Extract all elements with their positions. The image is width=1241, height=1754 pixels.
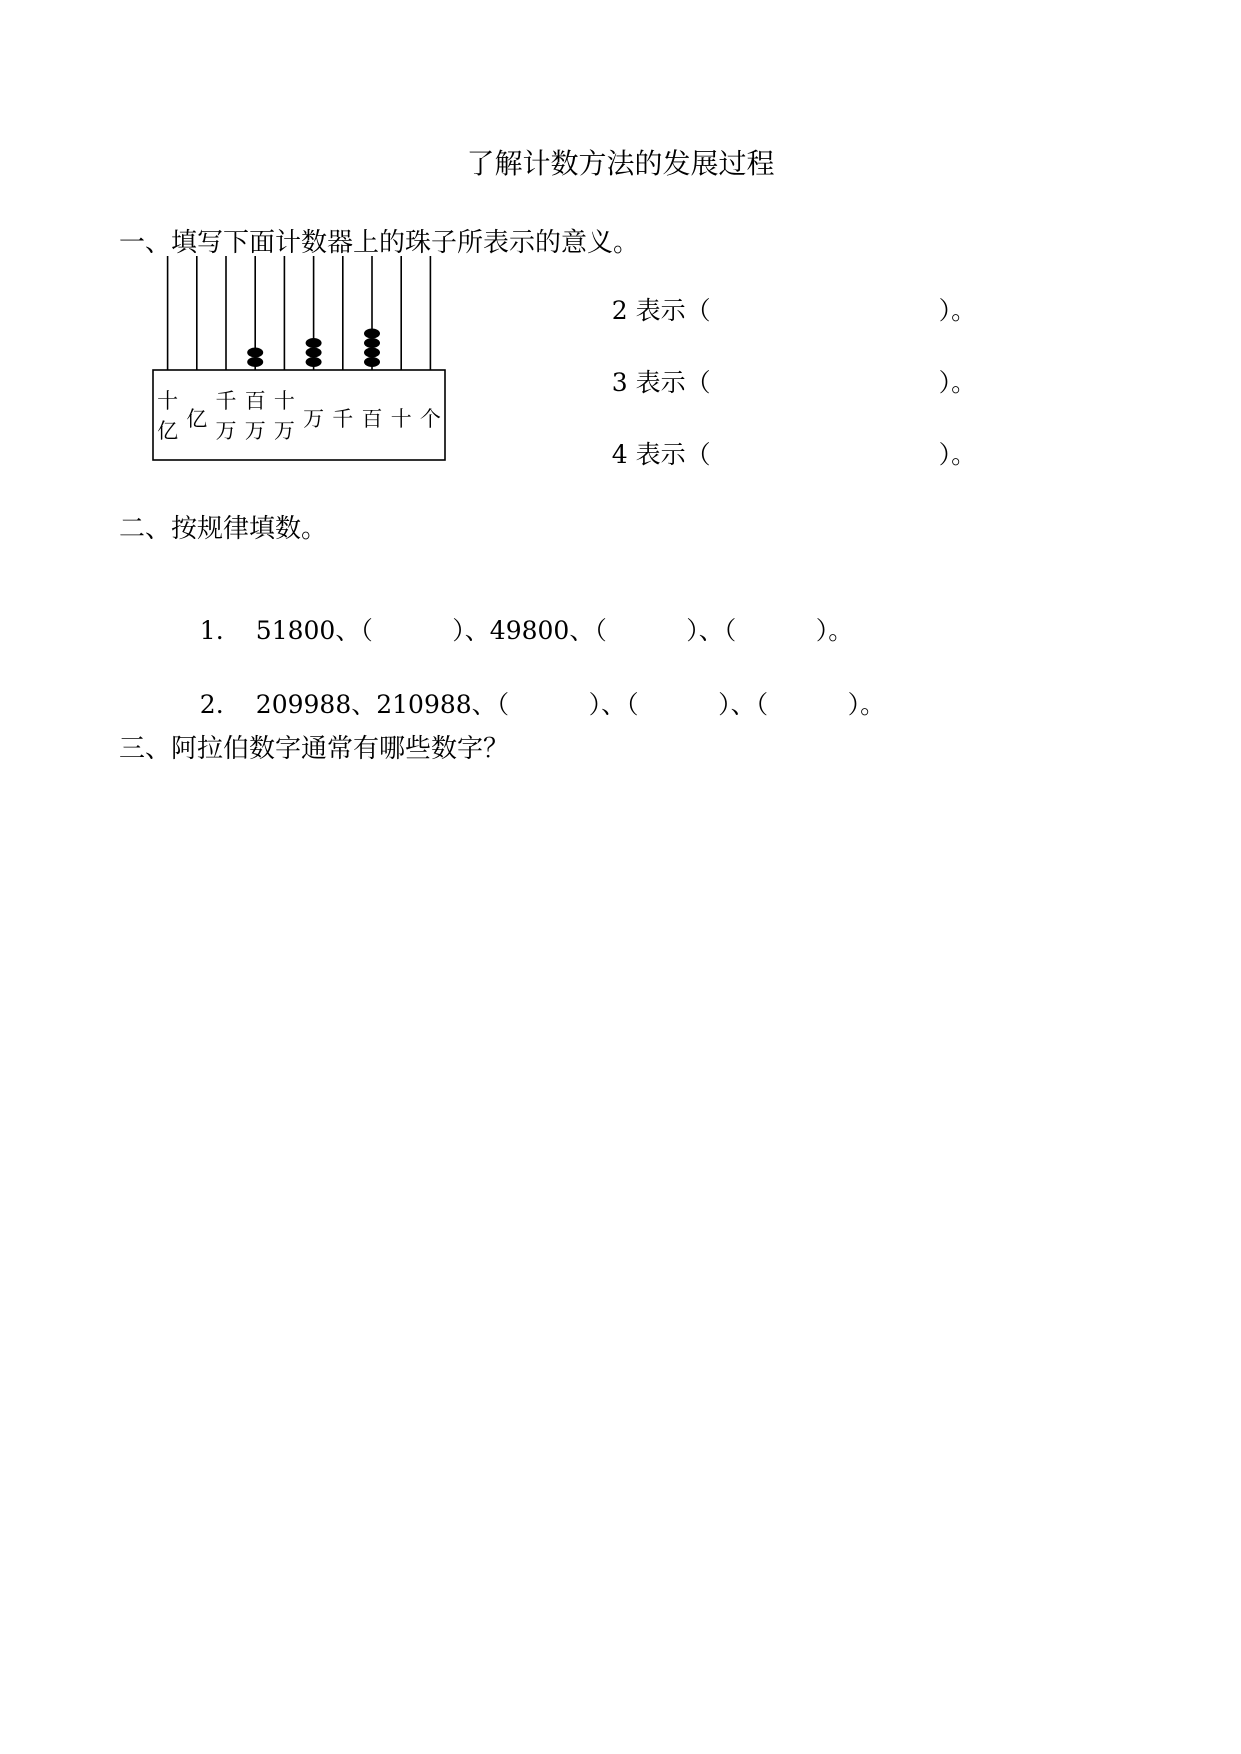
abacus-bead (247, 348, 263, 358)
abacus-bead (364, 338, 380, 348)
place-label-bottom: 万 (273, 419, 295, 443)
answer-suffix: ）。 (938, 296, 977, 325)
abacus-bead (364, 357, 380, 367)
abacus-bead (247, 357, 263, 367)
place-label-top: 十 (157, 389, 179, 413)
abacus-bead (306, 338, 322, 348)
place-label: 万 (303, 407, 325, 431)
section-1-heading: 一、填写下面计数器上的珠子所表示的意义。 (119, 228, 640, 258)
item-number: 2. (199, 690, 224, 719)
sequence-text: 51800、（ ）、49800、（ ）、（ ）。 (255, 616, 854, 645)
place-label: 亿 (186, 407, 208, 431)
answer-suffix: ）。 (938, 440, 977, 469)
answer-prefix: 4 表示（ (611, 440, 711, 469)
abacus-diagram (150, 254, 450, 464)
page-title: 了解计数方法的发展过程 (466, 147, 775, 180)
sequence-text: 209988、210988、（ ）、（ ）、（ ）。 (255, 690, 886, 719)
place-label-bottom: 万 (244, 419, 266, 443)
section-2-heading: 二、按规律填数。 (119, 514, 328, 544)
abacus-bead (306, 348, 322, 358)
answer-suffix: ）。 (938, 368, 977, 397)
place-label: 个 (419, 407, 441, 431)
place-label: 十 (390, 407, 412, 431)
abacus-bead (306, 357, 322, 367)
abacus-bead (364, 329, 380, 339)
answer-prefix: 3 表示（ (611, 368, 711, 397)
place-label: 百 (361, 407, 383, 431)
place-label: 千 (332, 407, 354, 431)
answer-prefix: 2 表示（ (611, 296, 711, 325)
place-label-top: 百 (244, 389, 266, 413)
place-label-top: 十 (273, 389, 295, 413)
section-3-heading: 三、阿拉伯数字通常有哪些数字？ (119, 734, 510, 764)
place-label-top: 千 (215, 389, 237, 413)
abacus-bead (364, 348, 380, 358)
place-label-bottom: 亿 (157, 419, 179, 443)
item-number: 1. (199, 616, 224, 645)
place-label-bottom: 万 (215, 419, 237, 443)
answer-line-4 (580, 406, 976, 500)
